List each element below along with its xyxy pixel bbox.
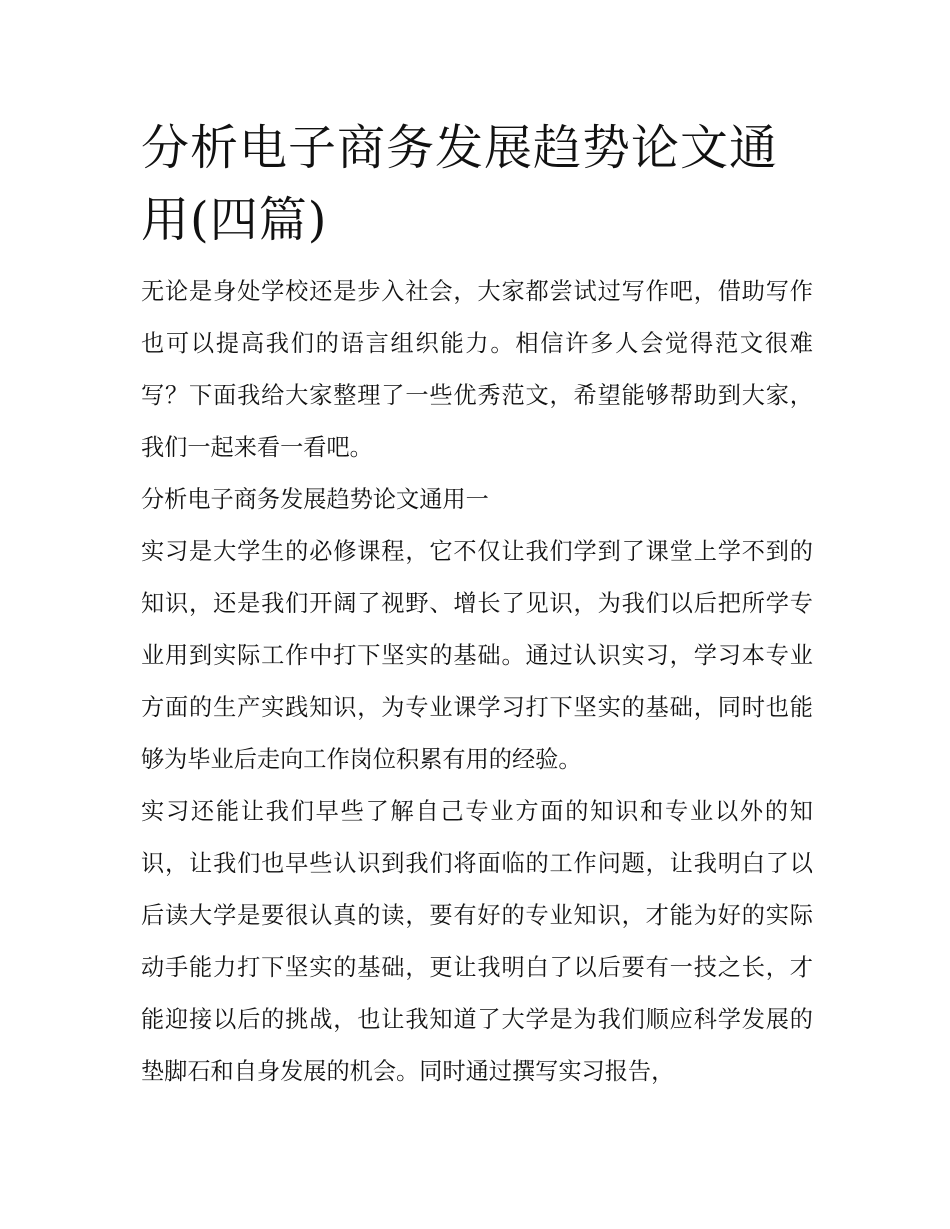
- intro-paragraph: 无论是身处学校还是步入社会，大家都尝试过写作吧，借助写作也可以提高我们的语言组织能力。相信许多人会觉得范文很难写？下面我给大家整理了一些优秀范文，希望能够帮助到大家，我们一起来看一看吧。: [141, 278, 813, 461]
- body-paragraph: 实习是大学生的必修课程，它不仅让我们学到了课堂上学不到的知识，还是我们开阔了视野、增长了见识，为我们以后把所学专业用到实际工作中打下坚实的基础。通过认识实习，学习本专业方面的生产实践知识，为专业课学习打下坚实的基础，同时也能够为毕业后走向工作岗位积累有用的经验。: [141, 538, 813, 773]
- body-paragraph: 实习还能让我们早些了解自己专业方面的知识和专业以外的知识，让我们也早些认识到我们将面临的工作问题，让我明白了以后读大学是要很认真的读，要有好的专业知识，才能为好的实际动手能力打下坚实的基础，更让我明白了以后要有一技之长，才能迎接以后的挑战，也让我知道了大学是为我们顺应科学发展的垫脚石和自身发展的机会。同时通过撰写实习报告，: [141, 798, 813, 1085]
- document-page: [141, 112, 813, 1098]
- document-title: 分析电子商务发展趋势论文通用(四篇): [141, 120, 779, 248]
- section-heading: 分析电子商务发展趋势论文通用一: [141, 486, 489, 513]
- document-body: [141, 266, 813, 1098]
